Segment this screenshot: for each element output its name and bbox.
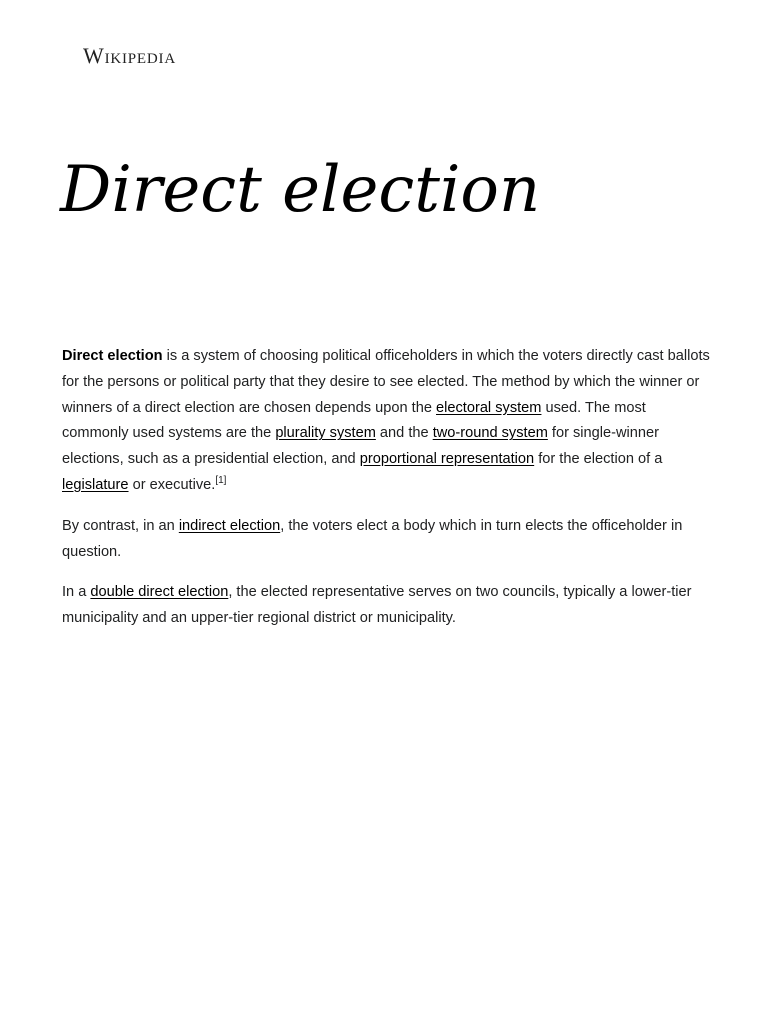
- text-span: and the: [375, 425, 433, 442]
- link-indirect-election[interactable]: indirect election: [178, 517, 281, 534]
- link-proportional-representation[interactable]: proportional representation: [359, 451, 535, 468]
- text-span: is a system of choosing political officeholders in which the voters directly cast ballots for the persons or political party that they desire to see elected. The method by which the winner or winners of a direct election are chosen depends upon the: [62, 348, 710, 416]
- text-span: By contrast, in an: [62, 517, 179, 534]
- link-double-direct-election[interactable]: double direct election: [90, 584, 229, 601]
- paragraph-contrast: [62, 514, 712, 566]
- paragraph-intro: [62, 344, 712, 499]
- page-title: Direct election: [60, 153, 541, 227]
- link-electoral-system[interactable]: electoral system: [436, 399, 542, 416]
- text-span: In a: [62, 584, 91, 601]
- text-span: for single-winner elections, such as a presidential election, and: [62, 425, 659, 468]
- citation-link[interactable]: [1]: [215, 475, 227, 487]
- text-span: , the elected representative serves on two councils, typically a lower-tier municipality and an upper-tier regional district or municipality.: [62, 584, 692, 627]
- text-span: for the election of a: [534, 451, 663, 468]
- paragraph-double: [62, 580, 712, 632]
- bold-term: Direct election: [62, 348, 163, 364]
- link-two-round-system[interactable]: two-round system: [432, 425, 548, 442]
- text-span: , the voters elect a body which in turn elects the officeholder in question.: [62, 517, 683, 560]
- text-span: used. The most commonly used systems are the: [62, 399, 646, 442]
- link-legislature[interactable]: legislature: [62, 476, 129, 493]
- text-span: or executive.: [128, 476, 216, 493]
- link-plurality-system[interactable]: plurality system: [275, 425, 376, 442]
- wikipedia-wordmark[interactable]: Wikipedia: [83, 43, 176, 68]
- article-body: [62, 344, 712, 647]
